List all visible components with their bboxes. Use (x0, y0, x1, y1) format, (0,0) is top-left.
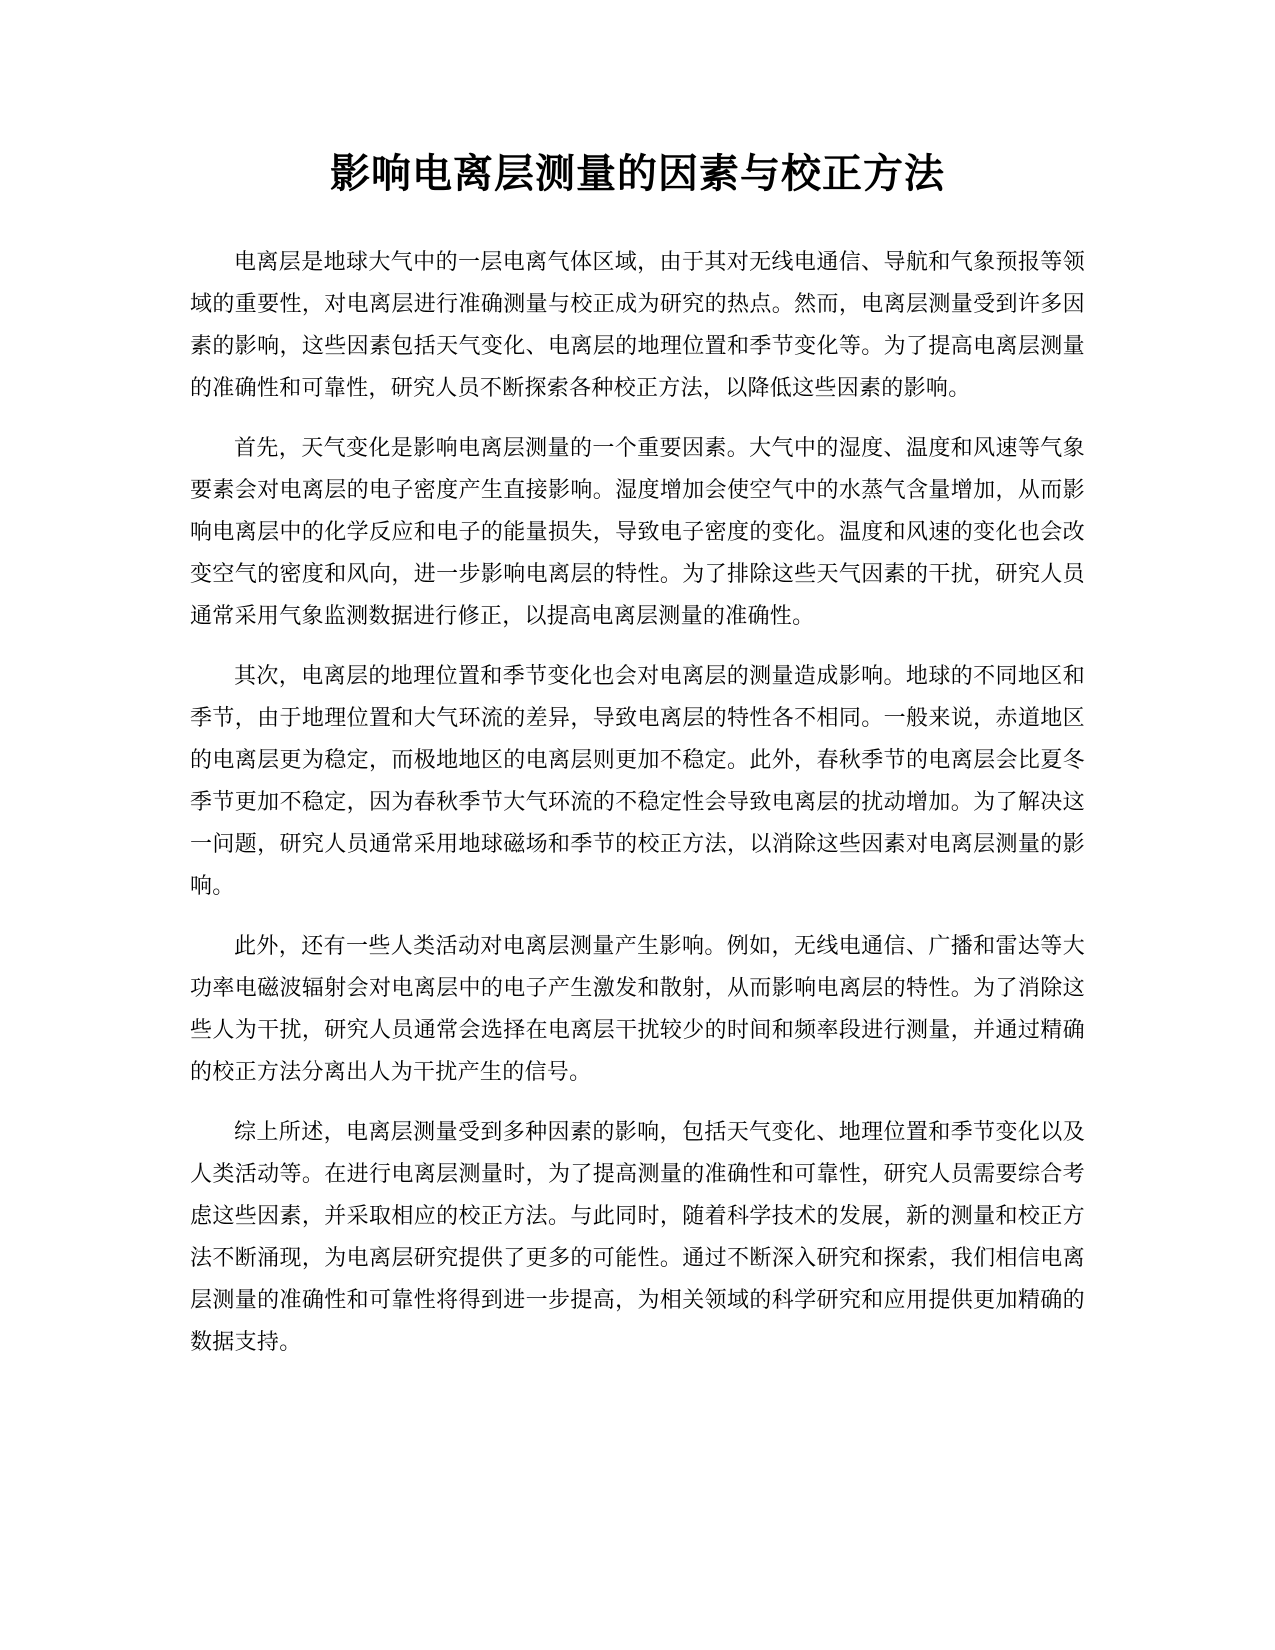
paragraph-conclusion: 综上所述，电离层测量受到多种因素的影响，包括天气变化、地理位置和季节变化以及人类活动等。在进行电离层测量时，为了提高测量的准确性和可靠性，研究人员需要综合考虑这些因素，并采取相应的校正方法。与此同时，随着科学技术的发展，新的测量和校正方法不断涌现，为电离层研究提供了更多的可能性。通过不断深入研究和探索，我们相信电离层测量的准确性和可靠性将得到进一步提高，为相关领域的科学研究和应用提供更加精确的数据支持。 (190, 1120, 1085, 1355)
document-title: 影响电离层测量的因素与校正方法 (330, 151, 945, 197)
paragraph-intro: 电离层是地球大气中的一层电离气体区域，由于其对无线电通信、导航和气象预报等领域的重要性，对电离层进行准确测量与校正成为研究的热点。然而，电离层测量受到许多因素的影响，这些因素包括天气变化、电离层的地理位置和季节变化等。为了提高电离层测量的准确性和可靠性，研究人员不断探索各种校正方法，以降低这些因素的影响。 (190, 250, 1085, 401)
paragraph-geography-season: 其次，电离层的地理位置和季节变化也会对电离层的测量造成影响。地球的不同地区和季节，由于地理位置和大气环流的差异，导致电离层的特性各不相同。一般来说，赤道地区的电离层更为稳定，而极地地区的电离层则更加不稳定。此外，春秋季节的电离层会比夏冬季节更加不稳定，因为春秋季节大气环流的不稳定性会导致电离层的扰动增加。为了解决这一问题，研究人员通常采用地球磁场和季节的校正方法，以消除这些因素对电离层测量的影响。 (190, 664, 1085, 899)
paragraph-human-activity: 此外，还有一些人类活动对电离层测量产生影响。例如，无线电通信、广播和雷达等大功率电磁波辐射会对电离层中的电子产生激发和散射，从而影响电离层的特性。为了消除这些人为干扰，研究人员通常会选择在电离层干扰较少的时间和频率段进行测量，并通过精确的校正方法分离出人为干扰产生的信号。 (190, 934, 1085, 1085)
paragraph-weather: 首先，天气变化是影响电离层测量的一个重要因素。大气中的湿度、温度和风速等气象要素会对电离层的电子密度产生直接影响。湿度增加会使空气中的水蒸气含量增加，从而影响电离层中的化学反应和电子的能量损失，导致电子密度的变化。温度和风速的变化也会改变空气的密度和风向，进一步影响电离层的特性。为了排除这些天气因素的干扰，研究人员通常采用气象监测数据进行修正，以提高电离层测量的准确性。 (190, 436, 1085, 629)
document-body (190, 242, 1085, 1382)
